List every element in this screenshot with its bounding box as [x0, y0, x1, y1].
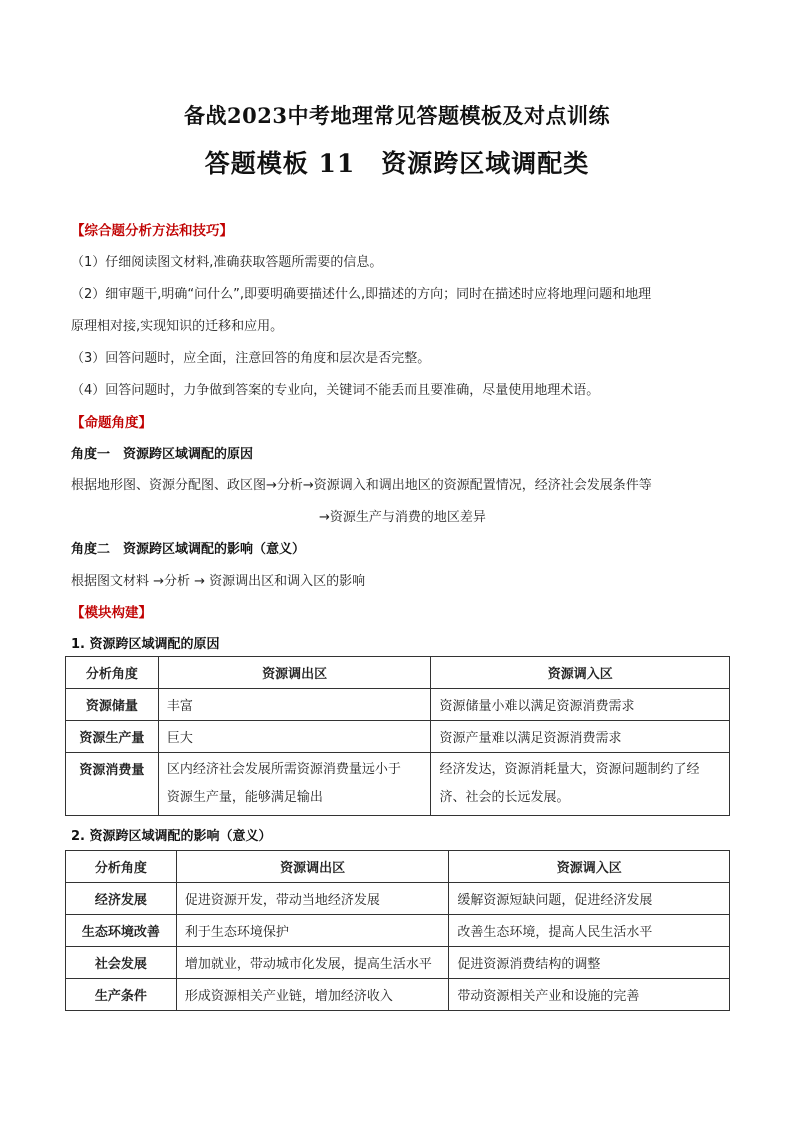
table-cell: 资源产量难以满足资源消费需求 [431, 721, 730, 753]
table-row [66, 721, 730, 753]
table-header: 资源调入区 [431, 657, 730, 689]
cell-line: 区内经济社会发展所需资源消费量远小于 [166, 762, 401, 777]
table-cell: 缓解资源短缺问题，促进经济发展 [449, 883, 730, 915]
table-cell: 促进资源开发，带动当地经济发展 [176, 883, 449, 915]
module-heading: 【模块构建】 [71, 605, 152, 621]
table2-title: 2. 资源跨区域调配的影响（意义） [71, 829, 272, 844]
table-row [66, 689, 730, 721]
table-header: 资源调出区 [176, 851, 449, 883]
table-cell [431, 753, 730, 816]
cell-line: 济、社会的长远发展。 [439, 790, 570, 805]
table-cell: 形成资源相关产业链，增加经济收入 [176, 979, 449, 1011]
angle2-text: 根据图文材料 →分析 → 资源调出区和调入区的影响 [71, 574, 366, 589]
method-item-3: （3）回答问题时，应全面，注意回答的角度和层次是否完整。 [71, 351, 431, 366]
impacts-table [65, 850, 730, 1011]
row-label: 生态环境改善 [66, 915, 177, 947]
table-cell: 丰富 [158, 689, 431, 721]
method-item-2-cont: 原理相对接,实现知识的迁移和应用。 [71, 319, 284, 334]
table-header: 资源调出区 [158, 657, 431, 689]
document-title: 备战2023中考地理常见答题模板及对点训练 [184, 103, 610, 128]
template-title: 答题模板 11 资源跨区域调配类 [204, 149, 590, 178]
table-row [66, 753, 730, 816]
angle2-title: 角度二 资源跨区域调配的影响（意义） [71, 542, 306, 557]
table1-title: 1. 资源跨区域调配的原因 [71, 637, 220, 652]
table-header: 分析角度 [66, 657, 159, 689]
row-label: 资源消费量 [66, 753, 159, 816]
method-item-2: （2）细审题干,明确“问什么”,即要明确要描述什么,即描述的方向；同时在描述时应将地理问题和地理 [71, 287, 652, 302]
row-label: 资源生产量 [66, 721, 159, 753]
table-cell: 带动资源相关产业和设施的完善 [449, 979, 730, 1011]
method-item-4: （4）回答问题时，力争做到答案的专业向，关键词不能丢而且要准确，尽量使用地理术语。 [71, 383, 600, 398]
methods-heading: 【综合题分析方法和技巧】 [71, 223, 233, 239]
cell-line: 经济发达，资源消耗量大，资源问题制约了经 [439, 762, 700, 777]
table-row [66, 915, 730, 947]
row-label: 生产条件 [66, 979, 177, 1011]
angle1-title: 角度一 资源跨区域调配的原因 [71, 447, 254, 462]
table-cell [158, 753, 431, 816]
table-cell: 利于生态环境保护 [176, 915, 449, 947]
table-cell: 资源储量小难以满足资源消费需求 [431, 689, 730, 721]
table-row [66, 883, 730, 915]
table-header-row [66, 851, 730, 883]
row-label: 经济发展 [66, 883, 177, 915]
angles-heading: 【命题角度】 [71, 415, 152, 431]
angle1-text: 根据地形图、资源分配图、政区图→分析→资源调入和调出地区的资源配置情况，经济社会发展条件等 [71, 478, 652, 493]
row-label: 资源储量 [66, 689, 159, 721]
table-cell: 改善生态环境，提高人民生活水平 [449, 915, 730, 947]
table-row [66, 979, 730, 1011]
angle1-text-cont: →资源生产与消费的地区差异 [319, 510, 486, 525]
cell-line: 资源生产量，能够满足输出 [166, 790, 323, 805]
table-header-row [66, 657, 730, 689]
method-item-1: （1）仔细阅读图文材料,准确获取答题所需要的信息。 [71, 255, 383, 270]
reasons-table [65, 656, 730, 816]
table-header: 资源调入区 [449, 851, 730, 883]
table-row [66, 947, 730, 979]
table-cell: 促进资源消费结构的调整 [449, 947, 730, 979]
table-cell: 巨大 [158, 721, 431, 753]
table-cell: 增加就业，带动城市化发展，提高生活水平 [176, 947, 449, 979]
row-label: 社会发展 [66, 947, 177, 979]
table-header: 分析角度 [66, 851, 177, 883]
